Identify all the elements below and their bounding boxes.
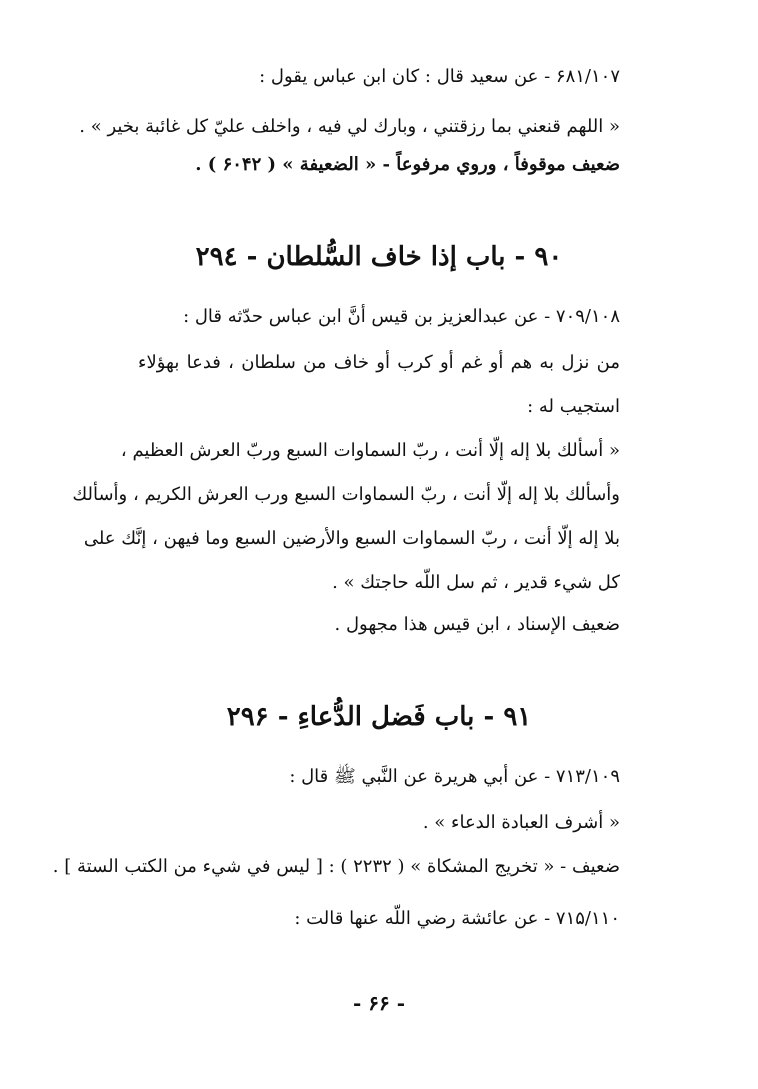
hadith-108-line-7: كل شيء قدير ، ثم سل اللّه حاجتك » . [332, 572, 620, 593]
hadith-109-line-2: « أشرف العبادة الدعاء » . [422, 812, 620, 833]
hadith-108-line-6: بلا إله إلّا أنت ، ربّ السماوات السبع والأرضين السبع وما فيهن ، إنَّك على [83, 528, 620, 549]
hadith-107-grading: ضعيف موقوفاً ، وروي مرفوعاً - « الضعيفة » ( ۶۰۴۲ ) . [195, 154, 620, 175]
chapter-90-heading: ۹۰ - باب إذا خاف السُّلطان - ۲۹٤ [195, 242, 563, 272]
hadith-108-grading: ضعيف الإسناد ، ابن قيس هذا مجهول . [334, 614, 620, 635]
hadith-108-line-3: استجيب له : [527, 396, 620, 417]
hadith-110-line-1: ۷۱۵/۱۱۰ - عن عائشة رضي اللّه عنها قالت : [294, 908, 620, 929]
hadith-108-line-1: ۷۰۹/۱۰۸ - عن عبدالعزيز بن قيس أنَّ ابن عباس حدّثه قال : [183, 306, 620, 327]
hadith-107-line-2: « اللهم قنعني بما رزقتني ، وبارك لي فيه ، واخلف عليّ كل غائبة بخير » . [79, 116, 620, 137]
chapter-91-heading: ۹۱ - باب فَضل الدُّعاءِ - ۲۹۶ [226, 702, 532, 732]
hadith-109-grading: ضعيف - « تخريج المشكاة » ( ۲۲۳۲ ) : [ ليس في شيء من الكتب الستة ] . [52, 856, 620, 877]
page-number: - ۶۶ - [352, 991, 405, 1015]
hadith-107-line-1: ۶۸۱/۱۰۷ - عن سعيد قال : كان ابن عباس يقول : [259, 66, 620, 87]
hadith-108-line-2: من نزل به هم أو غم أو كرب أو خاف من سلطان ، فدعا بهؤلاء [138, 352, 620, 373]
hadith-108-line-4: « أسألك بلا إله إلّا أنت ، ربّ السماوات السبع وربّ العرش العظيم ، [120, 440, 620, 461]
hadith-108-line-5: وأسألك بلا إله إلّا أنت ، ربّ السماوات السبع ورب العرش الكريم ، وأسألك [72, 484, 620, 505]
hadith-109-line-1: ۷۱۳/۱۰۹ - عن أبي هريرة عن النَّبي ﷺ قال : [289, 766, 620, 787]
